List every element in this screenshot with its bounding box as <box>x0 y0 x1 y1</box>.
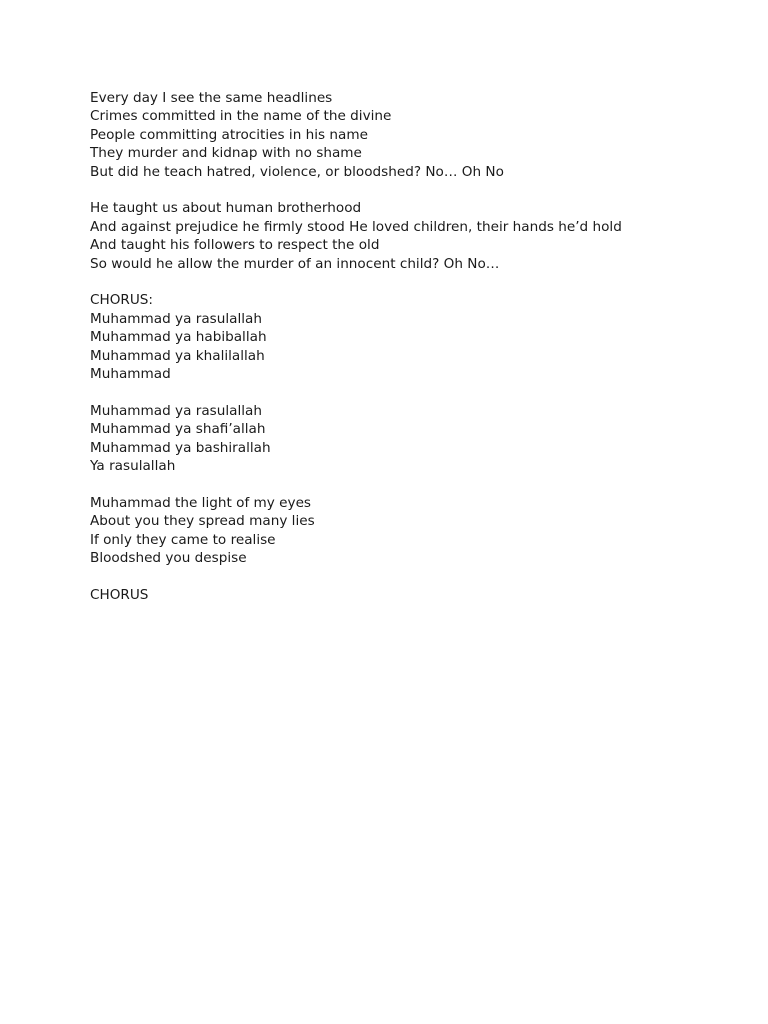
stanza-verse-1 <box>90 89 730 181</box>
lyric-line: Muhammad the light of my eyes <box>90 494 312 511</box>
lyric-line: If only they came to realise <box>90 531 276 548</box>
lyric-line: Ya rasulallah <box>90 458 176 475</box>
lyric-line: Muhammad <box>90 366 171 383</box>
lyric-line: They murder and kidnap with no shame <box>90 145 362 162</box>
lyric-line: Bloodshed you despise <box>90 550 247 567</box>
lyric-line: But did he teach hatred, violence, or bloodshed? No… Oh No <box>90 163 504 180</box>
lyric-line: So would he allow the murder of an innocent child? Oh No… <box>90 255 500 272</box>
lyric-line: And against prejudice he firmly stood He loved children, their hands he’d hold <box>90 218 622 235</box>
chorus-heading: CHORUS <box>90 586 149 603</box>
lyric-line: Muhammad ya bashirallah <box>90 439 271 456</box>
lyric-line: And taught his followers to respect the old <box>90 237 380 254</box>
lyrics-body <box>90 89 730 623</box>
lyric-line: About you they spread many lies <box>90 513 315 530</box>
lyric-line: Crimes committed in the name of the divine <box>90 108 392 125</box>
stanza-chorus-repeat <box>90 586 730 604</box>
lyric-line: He taught us about human brotherhood <box>90 200 362 217</box>
lyric-line: People committing atrocities in his name <box>90 126 368 143</box>
stanza-verse-2 <box>90 199 730 273</box>
stanza-verse-3 <box>90 494 730 568</box>
lyric-line: Muhammad ya rasulallah <box>90 402 262 419</box>
stanza-chorus-2 <box>90 402 730 476</box>
lyric-line: Muhammad ya shafi’allah <box>90 421 266 438</box>
stanza-chorus-1 <box>90 291 730 383</box>
lyric-line: Muhammad ya habiballah <box>90 329 267 346</box>
lyric-line: Muhammad ya rasulallah <box>90 310 262 327</box>
lyric-line: Muhammad ya khalilallah <box>90 347 265 364</box>
lyric-line: Every day I see the same headlines <box>90 90 333 106</box>
chorus-heading: CHORUS: <box>90 292 154 309</box>
